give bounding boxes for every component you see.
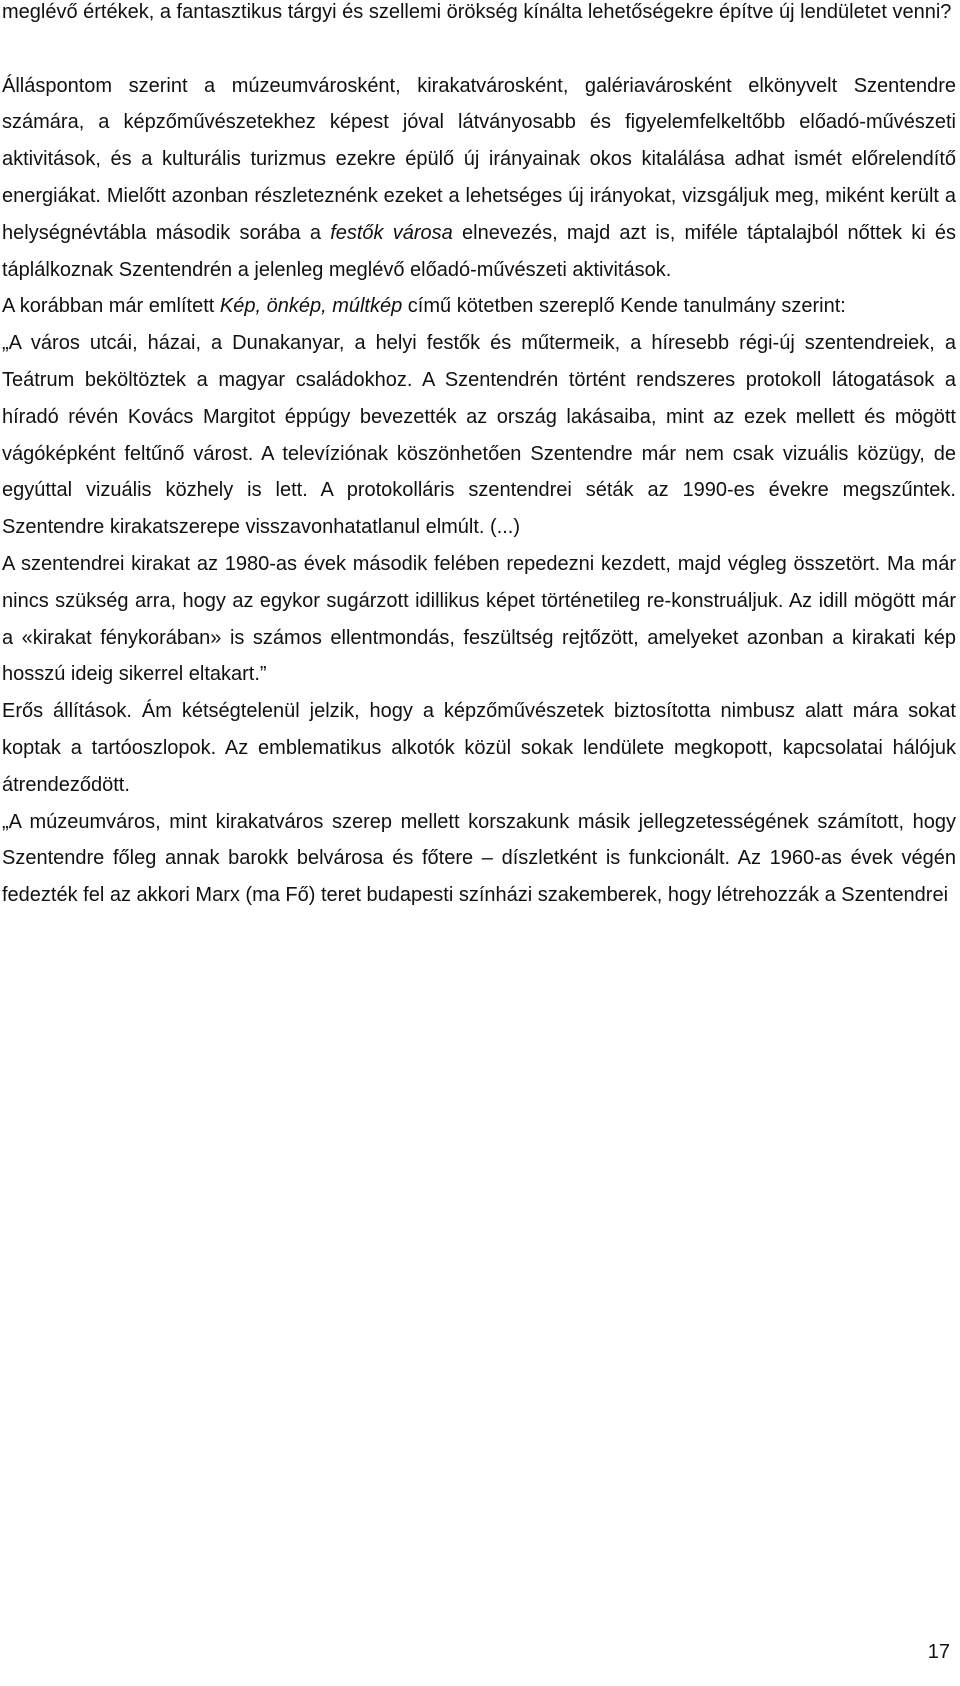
page-number: 17: [927, 1641, 950, 1663]
text-run: elnevezés, majd azt is, miféle táptalajból nőttek ki és táplálkoznak Szentendrén a jelenleg meglévő előadó-művészeti aktivitások.: [2, 221, 956, 281]
paragraph: [2, 68, 956, 289]
text-run: „A város utcái, házai, a Dunakanyar, a helyi festők és műtermeik, a híresebb régi-új szentendreiek, a Teátrum beköltöztek a magyar családokhoz. A Szentendrén történt rendszeres protokoll látogatások a híradó révén Kovács Margitot éppúgy bevezették az ország lakásaiba, mint az ezek mellett és mögött vágóképként feltűnő várost. A televíziónak köszönhetően Szentendre már nem csak vizuális közügy, de egyúttal vizuális közhely is lett. A protokolláris szentendrei séták az 1990-es évekre megszűntek. Szentendre kirakatszerepe visszavonhatatlanul elmúlt. (...): [2, 332, 956, 539]
quote-paragraph: [2, 804, 956, 914]
text-run: A korábban már említett: [2, 295, 220, 318]
paragraph: [2, 0, 956, 31]
text-run: A szentendrei kirakat az 1980-as évek második felében repedezni kezdett, majd végleg összetört. Ma már nincs szükség arra, hogy az egykor sugárzott idillikus képet történetileg re-konstruáljuk. Az idill mögött már a «kirakat fénykorában» is számos ellentmondás, feszültség rejtőzött, amelyeket azonban a kirakati kép hosszú ideig sikerrel eltakart.”: [2, 552, 956, 686]
quote-paragraph: [2, 325, 956, 546]
paragraph: [2, 288, 956, 325]
body-text: [2, 0, 956, 914]
text-run: című kötetben szereplő Kende tanulmány szerint:: [402, 295, 846, 318]
text-run: Álláspontom szerint a múzeumvárosként, kirakatvárosként, galériavárosként elkönyvelt Szentendre számára, a képzőművészetekhez képest jóval látványosabb és figyelemfelkeltőbb előadó-művészeti aktivitások, és a kulturális turizmus ezekre épülő új irányainak okos kitalálása adhat ismét előrelendítő energiákat. Mielőtt azonban részleteznénk ezeket a lehetséges új irányokat, vizsgáljuk meg, miként került a helységnévtábla második sorába a: [2, 74, 956, 244]
italic-book-title: Kép, önkép, múltkép: [219, 295, 403, 318]
quote-paragraph: [2, 546, 956, 693]
text-run: meglévő értékek, a fantasztikus tárgyi és szellemi örökség kínálta lehetőségekre építve új lendületet venni?: [2, 1, 952, 23]
text-run: Erős állítások. Ám kétségtelenül jelzik, hogy a képzőművészetek biztosította nimbusz alatt mára sokat koptak a tartóoszlopok. Az emblematikus alkotók közül sokak lendülete megkopott, kapcsolatai hálójuk átrendeződött.: [2, 700, 956, 796]
paragraph: [2, 693, 956, 803]
text-run: „A múzeumváros, mint kirakatváros szerep mellett korszakunk másik jellegzetességének számított, hogy Szentendre főleg annak barokk belvárosa és főtere – díszletként is funkcionált. Az 1960-as évek végén fedezték fel az akkori Marx (ma Fő) teret budapesti színházi szakemberek, hogy létrehozzák a Szentendrei: [2, 810, 956, 907]
italic-phrase: festők városa: [330, 221, 453, 244]
